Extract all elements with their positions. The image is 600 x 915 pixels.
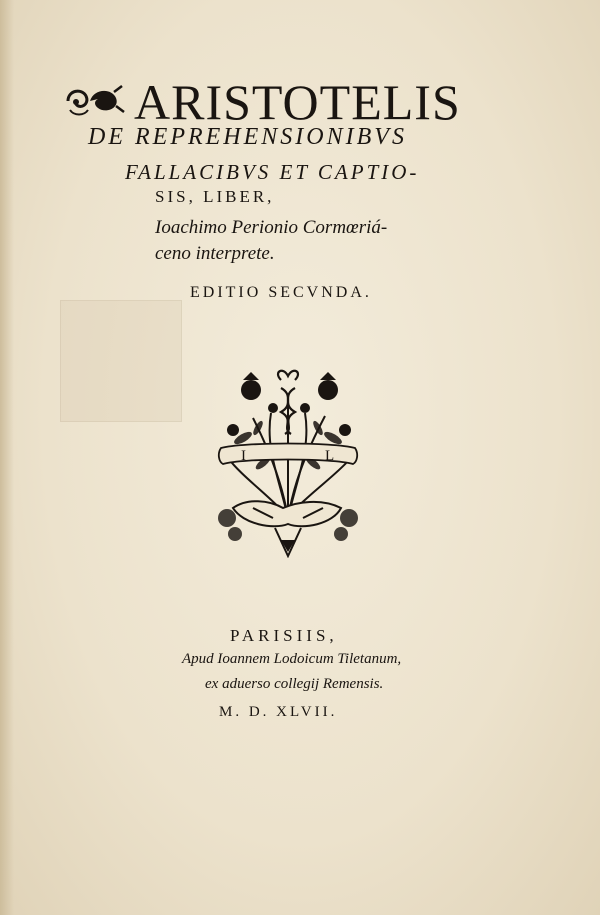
title-line-2: FALLACIBVS ET CAPTIO- [125, 160, 420, 184]
title-line-1: DE REPREHENSIONIBVS [88, 124, 407, 150]
emblem-letter-left: I [241, 448, 246, 464]
main-title: ARISTOTELIS [134, 74, 461, 130]
title-row [64, 72, 534, 132]
edition-label: EDITIO SECVNDA. [190, 284, 372, 301]
imprint-place: PARISIIS, [230, 626, 338, 645]
page-edge-shadow [0, 0, 14, 915]
emblem-letter-right: L [325, 448, 335, 464]
printers-device-icon [213, 368, 363, 558]
translator-line-1: Ioachimo Perionio Cormœriá- [155, 217, 388, 238]
fleuron-icon [64, 82, 126, 120]
imprint-year: M. D. XLVII. [219, 704, 338, 720]
imprint-address: ex aduerso collegij Remensis. [205, 676, 384, 692]
translator-line-2: ceno interprete. [155, 243, 275, 264]
title-line-3: SIS, LIBER, [155, 187, 275, 206]
imprint-printer: Apud Ioannem Lodoicum Tiletanum, [182, 651, 402, 667]
bleed-through-stain [60, 300, 182, 422]
